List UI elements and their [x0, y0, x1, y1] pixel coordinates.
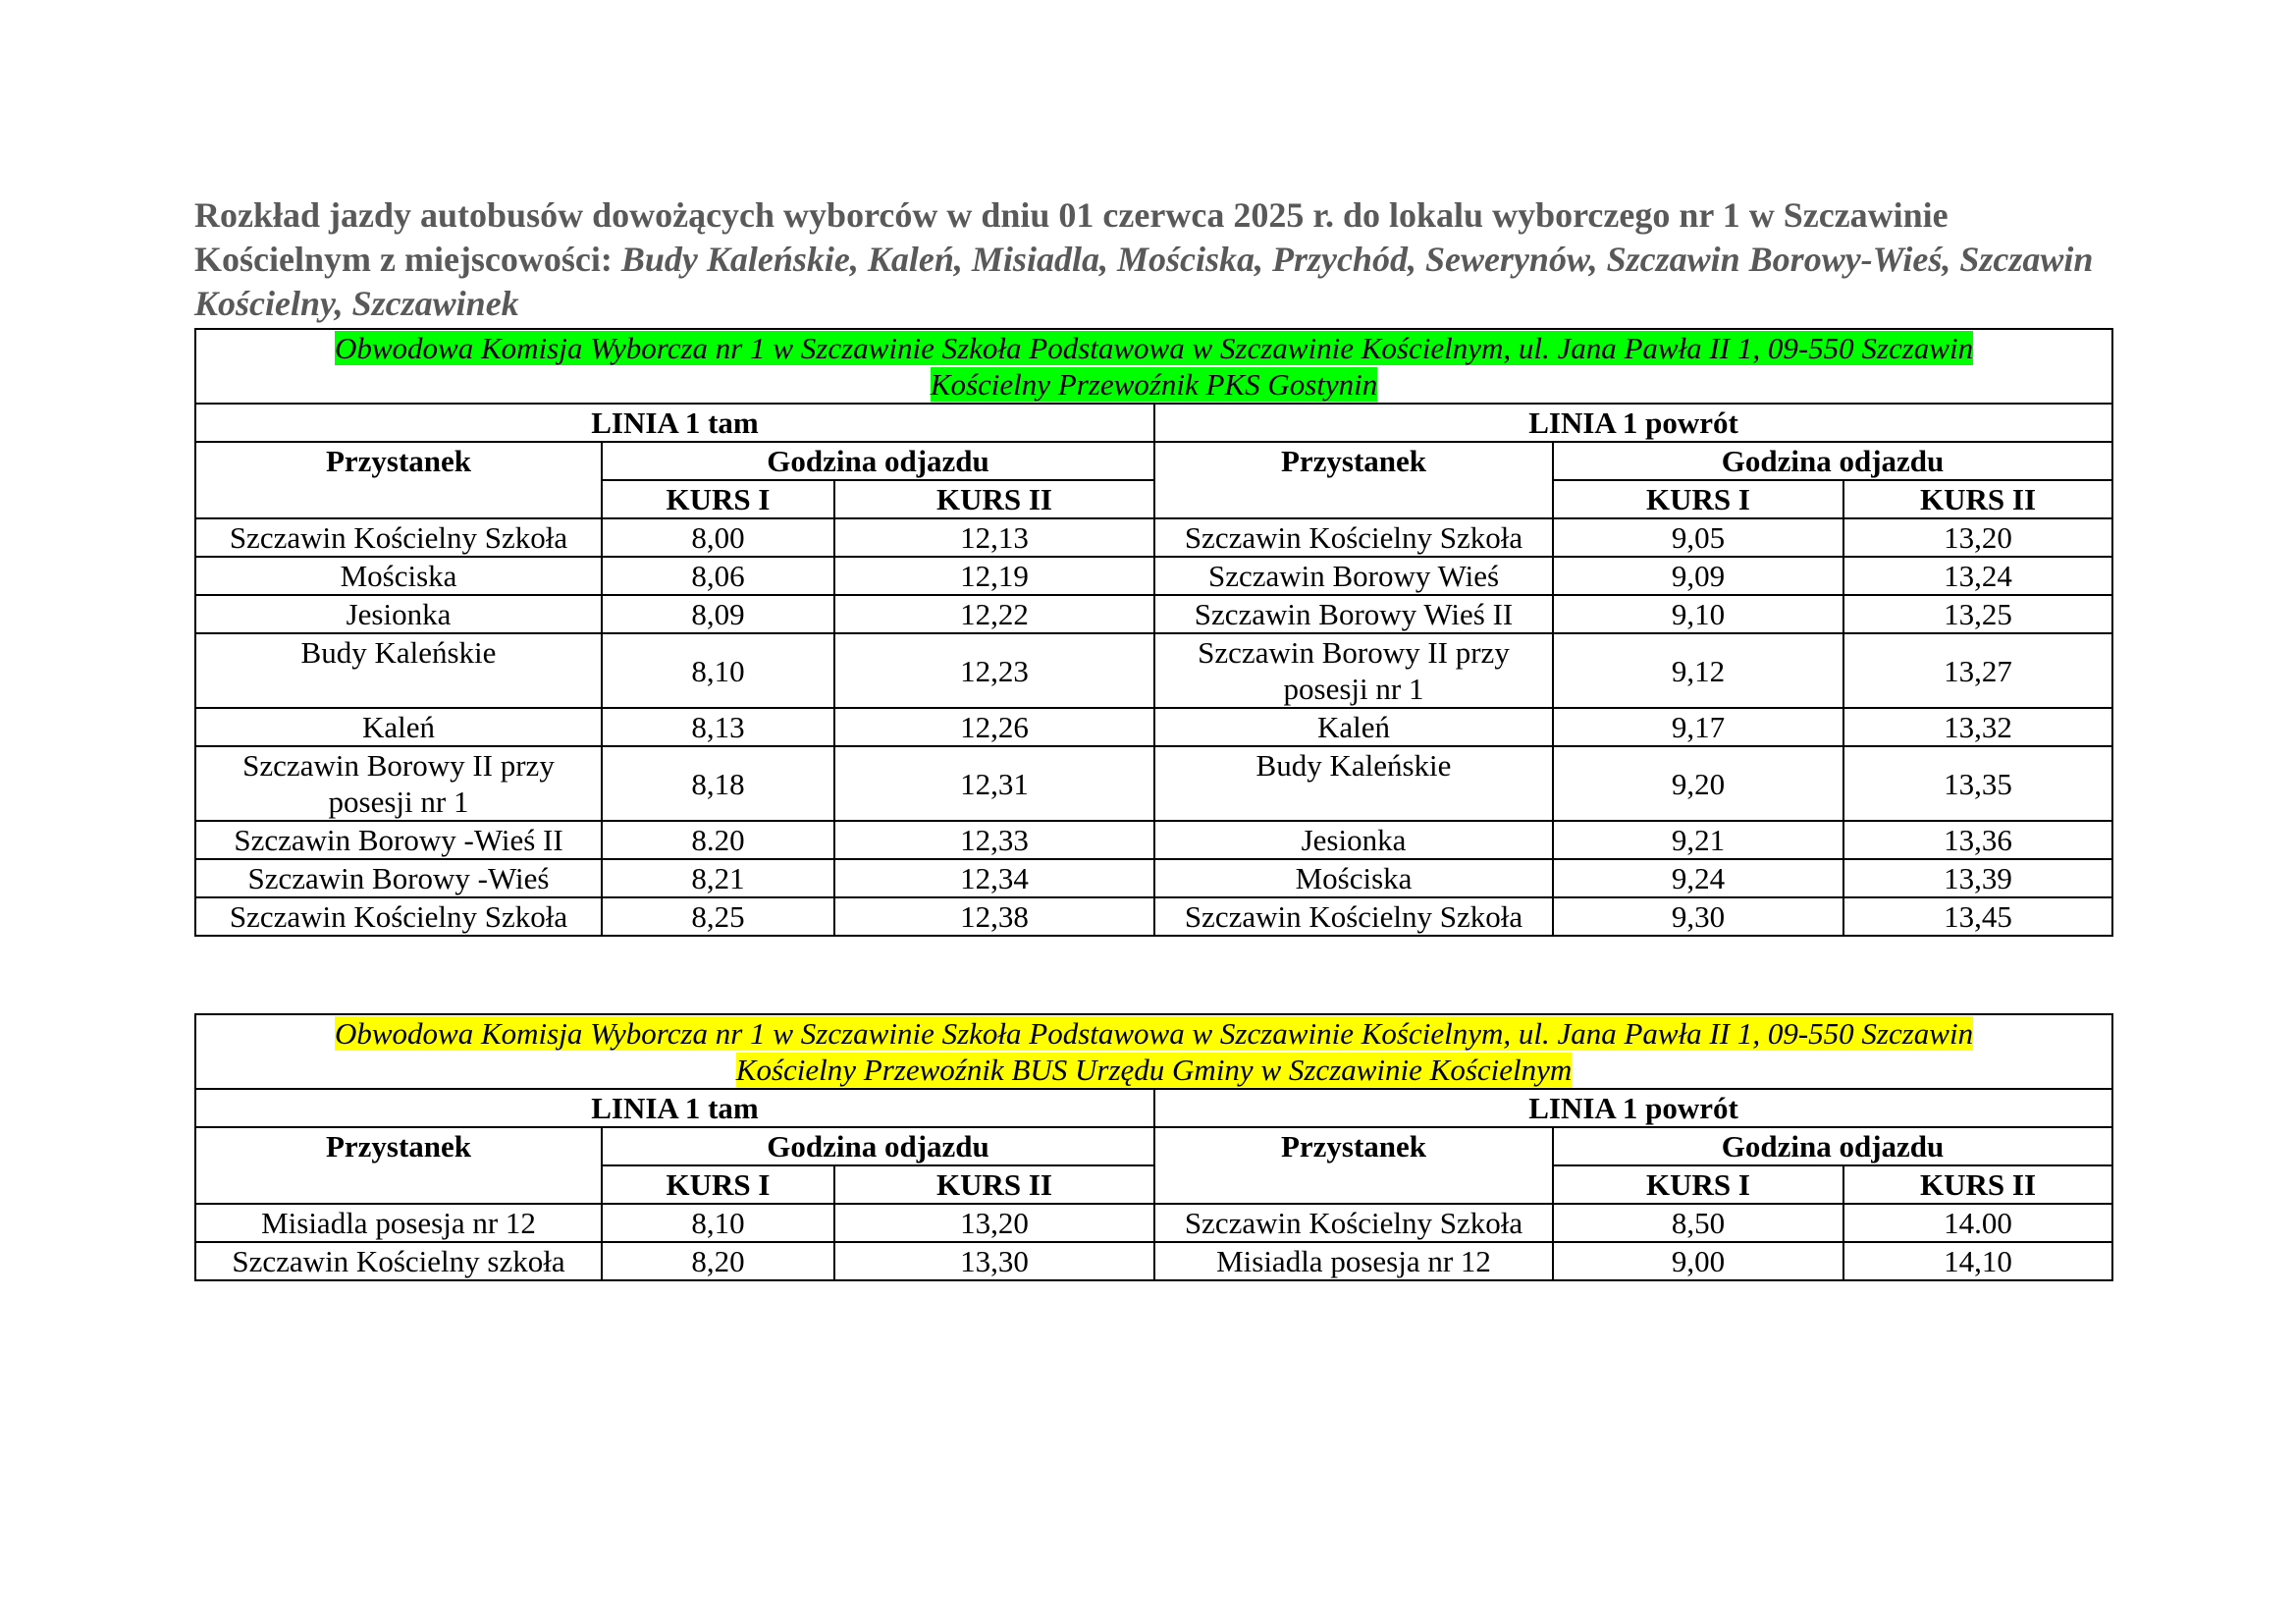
time-out-course2: 12,23 [834, 633, 1154, 708]
time-out-course2: 12,34 [834, 859, 1154, 897]
time-out-course1: 8,18 [602, 746, 834, 821]
time-back-course1: 9,12 [1553, 633, 1843, 708]
time-back-course2: 13,20 [1843, 518, 2112, 557]
column-header-row [195, 442, 2112, 480]
stop-out: Szczawin Kościelny Szkoła [195, 897, 602, 936]
time-back-course1: 9,09 [1553, 557, 1843, 595]
stop-out: Szczawin Borowy II przy posesji nr 1 [195, 746, 602, 821]
time-out-course1: 8,06 [602, 557, 834, 595]
line-back-label: LINIA 1 powrót [1154, 404, 2112, 442]
time-out-course2: 12,33 [834, 821, 1154, 859]
stop-back: Jesionka [1154, 821, 1553, 859]
time-out-course1: 8,00 [602, 518, 834, 557]
stop-out: Szczawin Kościelny szkoła [195, 1242, 602, 1280]
stop-back: Szczawin Kościelny Szkoła [1154, 897, 1553, 936]
time-out-course2: 12,19 [834, 557, 1154, 595]
time-back-course2: 13,25 [1843, 595, 2112, 633]
table-row [195, 1204, 2112, 1242]
stop-out: Kaleń [195, 708, 602, 746]
commission-header-line2: Kościelny Przewoźnik BUS Urzędu Gminy w Szczawinie Kościelnym [735, 1053, 1573, 1087]
time-out-course1: 8,09 [602, 595, 834, 633]
title-bold-part: Rozkład jazdy autobusów dowożących wyborców w dniu 01 czerwca 2025 r. do lokalu wyborczego nr 1 w Szczawinie Kościelnym z miejscowości: [194, 195, 1949, 279]
line-out-label: LINIA 1 tam [195, 1089, 1154, 1127]
time-out-course2: 13,30 [834, 1242, 1154, 1280]
stop-out: Misiadla posesja nr 12 [195, 1204, 602, 1242]
table-row [195, 595, 2112, 633]
time-out-course1: 8,21 [602, 859, 834, 897]
stop-back: Szczawin Borowy Wieś [1154, 557, 1553, 595]
stop-out: Jesionka [195, 595, 602, 633]
col-stop-out: Przystanek [195, 1127, 602, 1204]
line-row [195, 1089, 2112, 1127]
stop-out: Szczawin Borowy -Wieś II [195, 821, 602, 859]
time-out-course2: 12,31 [834, 746, 1154, 821]
col-stop-back: Przystanek [1154, 442, 1553, 518]
time-back-course2: 13,36 [1843, 821, 2112, 859]
table-row [195, 897, 2112, 936]
stop-back: Szczawin Borowy Wieś II [1154, 595, 1553, 633]
col-stop-out: Przystanek [195, 442, 602, 518]
time-back-course1: 9,30 [1553, 897, 1843, 936]
time-back-course1: 9,20 [1553, 746, 1843, 821]
col-course1-back: KURS I [1553, 480, 1843, 518]
table-row [195, 859, 2112, 897]
time-back-course2: 13,45 [1843, 897, 2112, 936]
col-time-out: Godzina odjazdu [602, 442, 1154, 480]
time-back-course2: 14,10 [1843, 1242, 2112, 1280]
col-time-back: Godzina odjazdu [1553, 1127, 2112, 1165]
time-back-course1: 8,50 [1553, 1204, 1843, 1242]
time-back-course2: 13,24 [1843, 557, 2112, 595]
table-header-row [195, 1014, 2112, 1089]
stop-back: Budy Kaleńskie [1154, 746, 1553, 821]
commission-header [195, 1014, 2112, 1089]
time-out-course1: 8,25 [602, 897, 834, 936]
time-back-course2: 13,39 [1843, 859, 2112, 897]
stop-out: Budy Kaleńskie [195, 633, 602, 708]
time-back-course1: 9,21 [1553, 821, 1843, 859]
column-header-row [195, 1127, 2112, 1165]
table-row [195, 518, 2112, 557]
commission-header-line1: Obwodowa Komisja Wyborcza nr 1 w Szczawinie Szkoła Podstawowa w Szczawinie Kościelnym, ul. Jana Pawła II 1, 09-550 Szczawin [334, 1016, 1974, 1051]
title-italic-part: Budy Kaleńskie, Kaleń, Misiadla, Mościska, Przychód, Sewerynów, Szczawin Borowy-Wieś, Szczawin Kościelny, Szczawinek [194, 240, 2094, 323]
table-header-row [195, 329, 2112, 404]
table-row [195, 708, 2112, 746]
schedule-table-pks [194, 328, 2113, 937]
time-out-course2: 12,13 [834, 518, 1154, 557]
col-course2-out: KURS II [834, 480, 1154, 518]
line-back-label: LINIA 1 powrót [1154, 1089, 2112, 1127]
time-back-course1: 9,10 [1553, 595, 1843, 633]
col-time-out: Godzina odjazdu [602, 1127, 1154, 1165]
table-row [195, 746, 2112, 821]
stop-back: Szczawin Kościelny Szkoła [1154, 518, 1553, 557]
col-course1-back: KURS I [1553, 1165, 1843, 1204]
time-out-course2: 12,22 [834, 595, 1154, 633]
col-stop-back: Przystanek [1154, 1127, 1553, 1204]
time-back-course1: 9,00 [1553, 1242, 1843, 1280]
line-out-label: LINIA 1 tam [195, 404, 1154, 442]
stop-back: Szczawin Borowy II przy posesji nr 1 [1154, 633, 1553, 708]
col-course1-out: KURS I [602, 1165, 834, 1204]
line-row [195, 404, 2112, 442]
commission-header-line1: Obwodowa Komisja Wyborcza nr 1 w Szczawinie Szkoła Podstawowa w Szczawinie Kościelnym, ul. Jana Pawła II 1, 09-550 Szczawin [334, 331, 1974, 365]
document-title [194, 193, 2118, 326]
time-out-course1: 8,10 [602, 633, 834, 708]
table-row [195, 1242, 2112, 1280]
time-back-course2: 14.00 [1843, 1204, 2112, 1242]
stop-back: Szczawin Kościelny Szkoła [1154, 1204, 1553, 1242]
commission-header [195, 329, 2112, 404]
time-back-course1: 9,17 [1553, 708, 1843, 746]
time-out-course2: 12,26 [834, 708, 1154, 746]
stop-back: Kaleń [1154, 708, 1553, 746]
col-course1-out: KURS I [602, 480, 834, 518]
schedule-table-bus [194, 1013, 2113, 1281]
stop-back: Misiadla posesja nr 12 [1154, 1242, 1553, 1280]
stop-back: Mościska [1154, 859, 1553, 897]
stop-out: Szczawin Kościelny Szkoła [195, 518, 602, 557]
time-out-course1: 8,20 [602, 1242, 834, 1280]
time-back-course1: 9,05 [1553, 518, 1843, 557]
col-course2-back: KURS II [1843, 480, 2112, 518]
commission-header-line2: Kościelny Przewoźnik PKS Gostynin [930, 367, 1378, 402]
col-course2-out: KURS II [834, 1165, 1154, 1204]
stop-out: Szczawin Borowy -Wieś [195, 859, 602, 897]
time-out-course2: 12,38 [834, 897, 1154, 936]
time-out-course1: 8,13 [602, 708, 834, 746]
time-out-course1: 8,10 [602, 1204, 834, 1242]
col-course2-back: KURS II [1843, 1165, 2112, 1204]
col-time-back: Godzina odjazdu [1553, 442, 2112, 480]
table-row [195, 557, 2112, 595]
table-row [195, 821, 2112, 859]
time-back-course1: 9,24 [1553, 859, 1843, 897]
time-back-course2: 13,32 [1843, 708, 2112, 746]
time-back-course2: 13,27 [1843, 633, 2112, 708]
time-back-course2: 13,35 [1843, 746, 2112, 821]
time-out-course1: 8.20 [602, 821, 834, 859]
time-out-course2: 13,20 [834, 1204, 1154, 1242]
stop-out: Mościska [195, 557, 602, 595]
table-row [195, 633, 2112, 708]
